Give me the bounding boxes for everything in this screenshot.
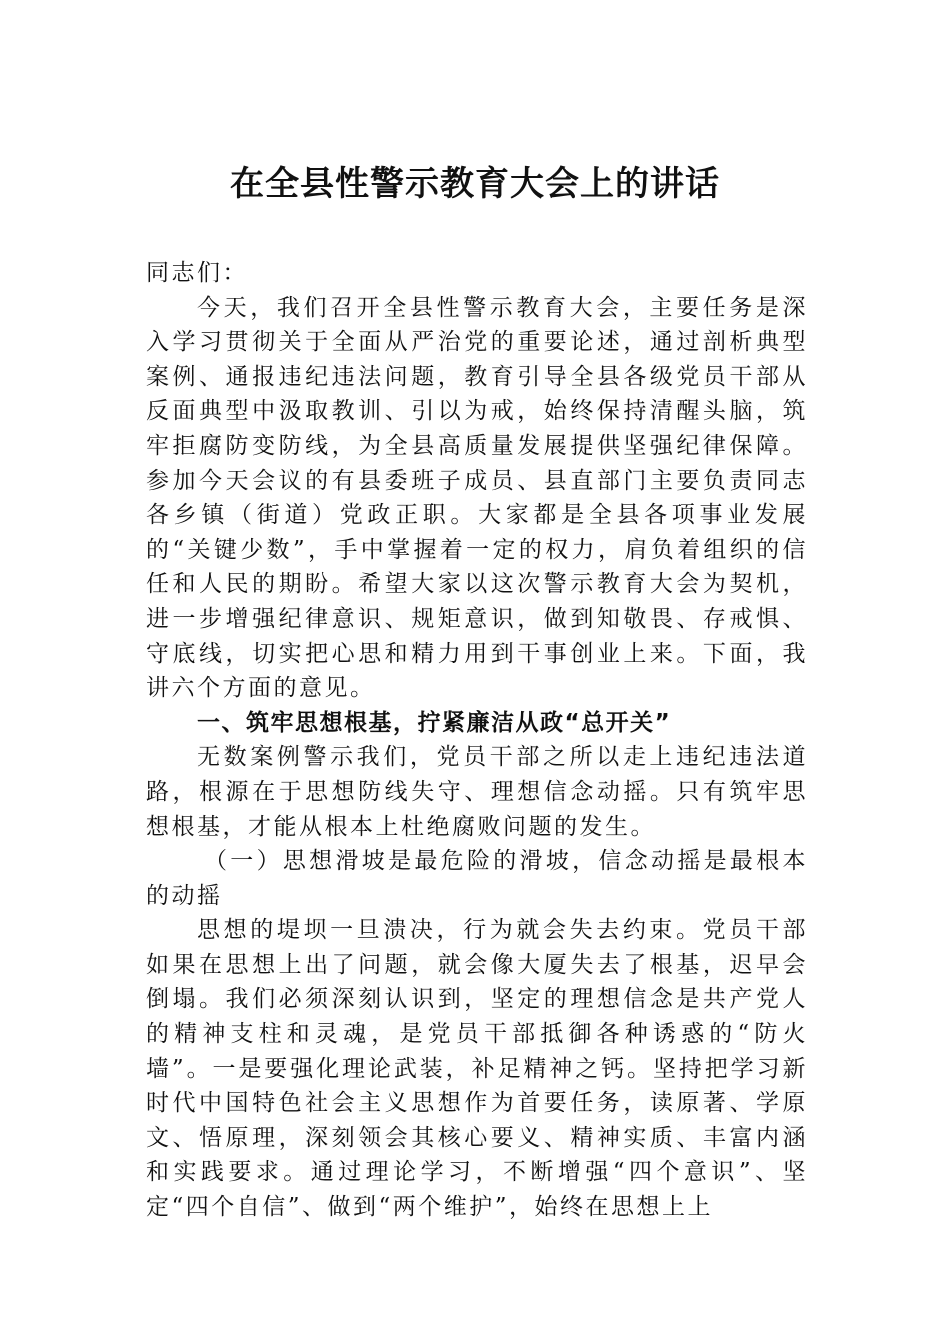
subsection-1-paragraph: 思想的堤坝一旦溃决，行为就会失去约束。党员干部如果在思想上出了问题，就会像大厦失去了根基，迟早会倒塌。我们必须深刻认识到，坚定的理想信念是共产党人的精神支柱和灵魂，是党员干部抵御各种诱惑的“防火墙”。一是要强化理论武装，补足精神之钙。坚持把学习新时代中国特色社会主义思想作为首要任务，读原著、学原文、悟原理，深刻领会其核心要义、精神实质、丰富内涵和实践要求。通过理论学习，不断增强“四个意识”、坚定“四个自信”、做到“两个维护”，始终在思想上上 [146, 917, 808, 1221]
document-body [146, 256, 808, 1225]
subsection-heading-1: （一）思想滑坡是最危险的滑坡，信念动摇是最根本的动摇 [146, 848, 808, 909]
document-title: 在全县性警示教育大会上的讲话 [230, 164, 720, 204]
opening-paragraph: 今天，我们召开全县性警示教育大会，主要任务是深入学习贯彻关于全面从严治党的重要论述，通过剖析典型案例、通报违纪违法问题，教育引导全县各级党员干部从反面典型中汲取教训、引以为戒，始终保持清醒头脑，筑牢拒腐防变防线，为全县高质量发展提供坚强纪律保障。参加今天会议的有县委班子成员、县直部门主要负责同志各乡镇（街道）党政正职。大家都是全县各项事业发展的“关键少数”，手中掌握着一定的权力，肩负着组织的信任和人民的期盼。希望大家以这次警示教育大会为契机，进一步增强纪律意识、规矩意识，做到知敬畏、存戒惧、守底线，切实把心思和精力用到干事创业上来。下面，我讲六个方面的意见。 [146, 294, 808, 702]
salutation: 同志们： [146, 260, 248, 286]
section-1-paragraph: 无数案例警示我们，党员干部之所以走上违纪违法道路，根源在于思想防线失守、理想信念动摇。只有筑牢思想根基，才能从根本上杜绝腐败问题的发生。 [146, 744, 808, 840]
section-heading-1: 一、筑牢思想根基，拧紧廉洁从政“总开关” [197, 709, 672, 736]
